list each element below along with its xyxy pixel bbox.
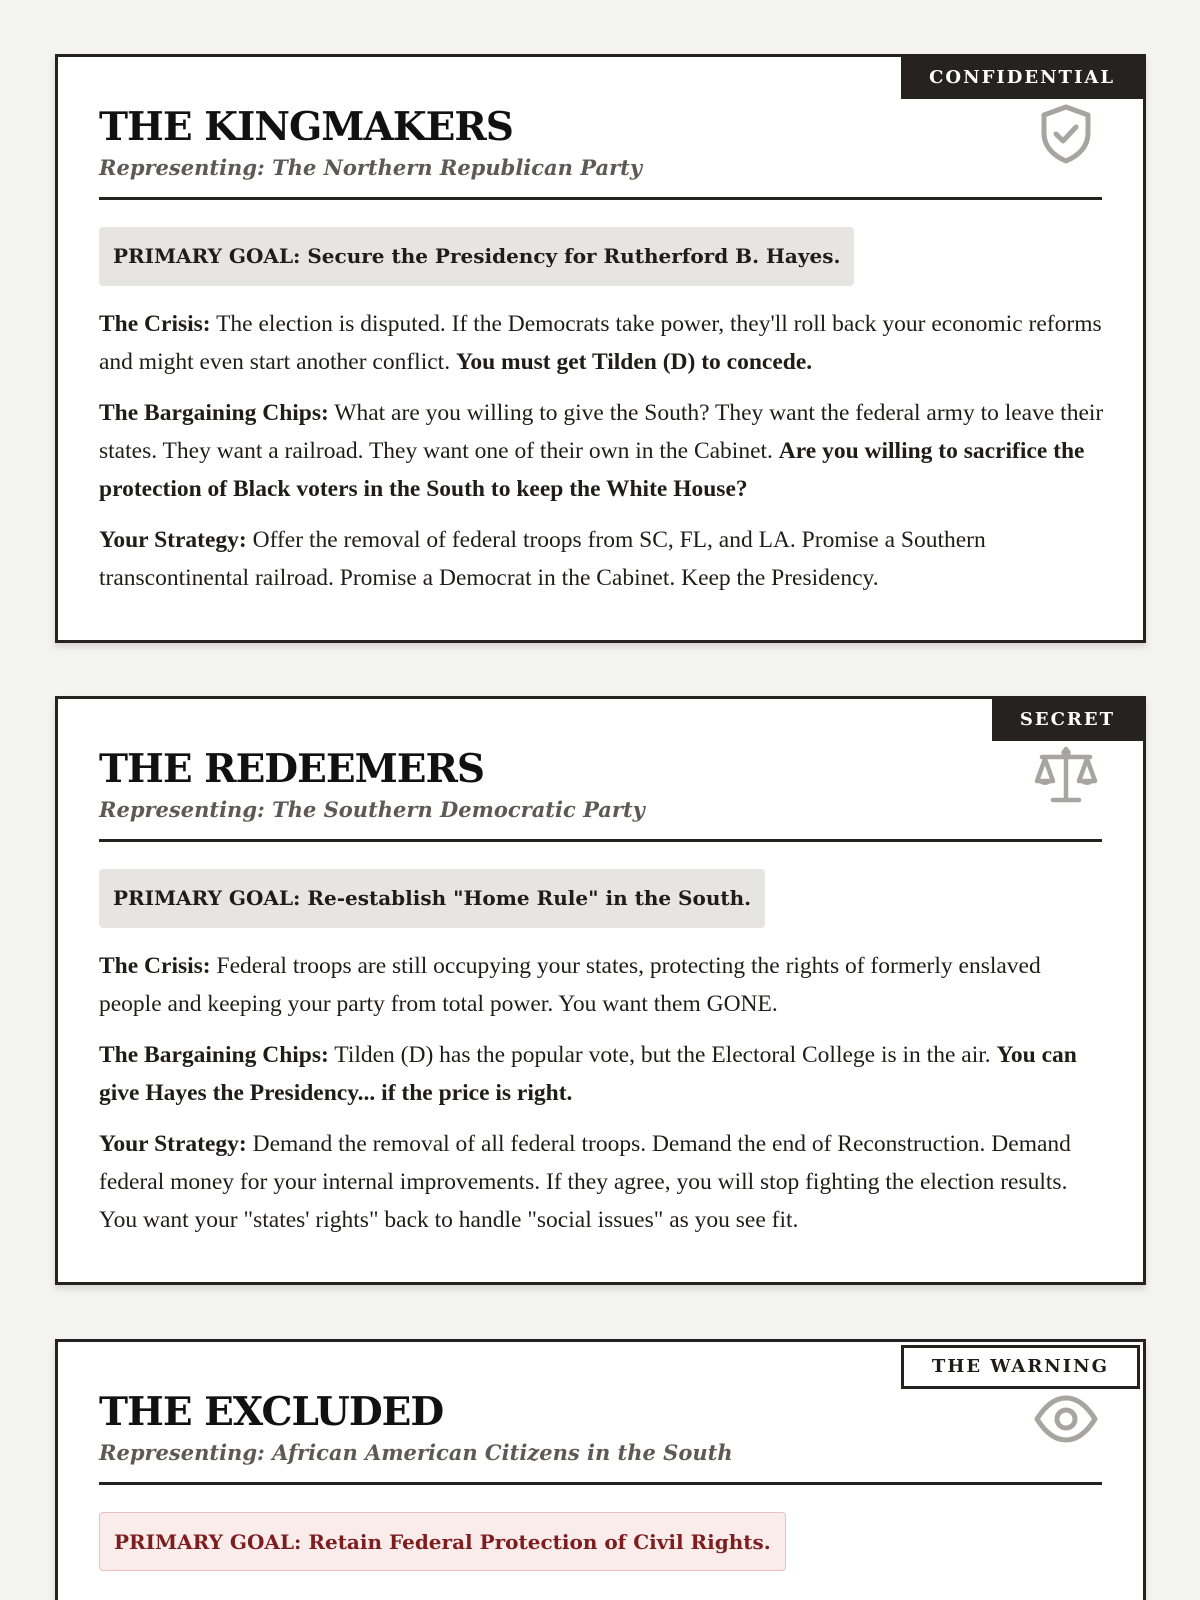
bargaining-text: What are you willing to give the South? They want the federal army to leave their states. They want a railroad. They want one of their own in the Cabinet. <box>99 400 1104 464</box>
faction-card-kingmakers <box>55 54 1146 643</box>
title-divider <box>99 1482 1102 1485</box>
card-title: THE EXCLUDED <box>99 1389 444 1435</box>
crisis-paragraph <box>99 947 1105 1023</box>
strategy-label: Your Strategy: <box>99 1131 247 1157</box>
strategy-label: Your Strategy: <box>99 527 247 553</box>
strategy-text: Offer the removal of federal troops from SC, FL, and LA. Promise a Southern transcontinental railroad. Promise a Democrat in the Cabinet. Keep the Presidency. <box>99 527 986 591</box>
crisis-text: The election is disputed. If the Democrats take power, they'll roll back your economic reforms and might even start another conflict. <box>99 311 1102 375</box>
primary-goal-box: PRIMARY GOAL: Re-establish "Home Rule" in the South. <box>99 869 765 928</box>
crisis-label: The Crisis: <box>99 311 211 337</box>
secret-stamp: SECRET <box>992 699 1143 741</box>
shield-check-icon <box>1033 101 1099 167</box>
bargaining-paragraph <box>99 394 1105 508</box>
card-subtitle: Representing: African American Citizens in the South <box>99 1440 733 1465</box>
bargaining-emphasis: Are you willing to sacrifice the protection of Black voters in the South to keep the White House? <box>99 438 1085 502</box>
confidential-stamp: CONFIDENTIAL <box>901 57 1143 99</box>
card-body <box>99 947 1105 1252</box>
crisis-label: The Crisis: <box>99 953 211 979</box>
card-title: THE REDEEMERS <box>99 746 485 792</box>
strategy-paragraph <box>99 1125 1105 1239</box>
eye-icon <box>1033 1386 1099 1452</box>
card-body <box>99 305 1105 610</box>
bargaining-emphasis: You can give Hayes the Presidency... if the price is right. <box>99 1042 1077 1106</box>
crisis-emphasis: You must get Tilden (D) to concede. <box>455 349 813 375</box>
bargaining-label: The Bargaining Chips: <box>99 1042 329 1068</box>
card-title: THE KINGMAKERS <box>99 104 513 150</box>
strategy-text: Demand the removal of all federal troops. Demand the end of Reconstruction. Demand federal money for your internal improvements. If they agree, you will stop fighting the election results. You want your "states' rights" back to handle "social issues" as you see fit. <box>99 1131 1071 1233</box>
primary-goal-box: PRIMARY GOAL: Retain Federal Protection of Civil Rights. <box>99 1512 786 1571</box>
title-divider <box>99 839 1102 842</box>
bargaining-text: Tilden (D) has the popular vote, but the Electoral College is in the air. <box>328 1042 997 1068</box>
warning-stamp: THE WARNING <box>901 1345 1140 1389</box>
title-divider <box>99 197 1102 200</box>
card-subtitle: Representing: The Southern Democratic Party <box>99 797 645 822</box>
faction-card-excluded <box>55 1339 1146 1600</box>
crisis-text: Federal troops are still occupying your states, protecting the rights of formerly enslaved people and keeping your party from total power. You want them GONE. <box>99 953 1041 1017</box>
bargaining-label: The Bargaining Chips: <box>99 400 329 426</box>
primary-goal-box: PRIMARY GOAL: Secure the Presidency for Rutherford B. Hayes. <box>99 227 854 286</box>
strategy-paragraph <box>99 521 1105 597</box>
card-subtitle: Representing: The Northern Republican Party <box>99 155 643 180</box>
bargaining-paragraph <box>99 1036 1105 1112</box>
scales-icon <box>1033 743 1099 809</box>
faction-card-redeemers <box>55 696 1146 1285</box>
crisis-paragraph <box>99 305 1105 381</box>
